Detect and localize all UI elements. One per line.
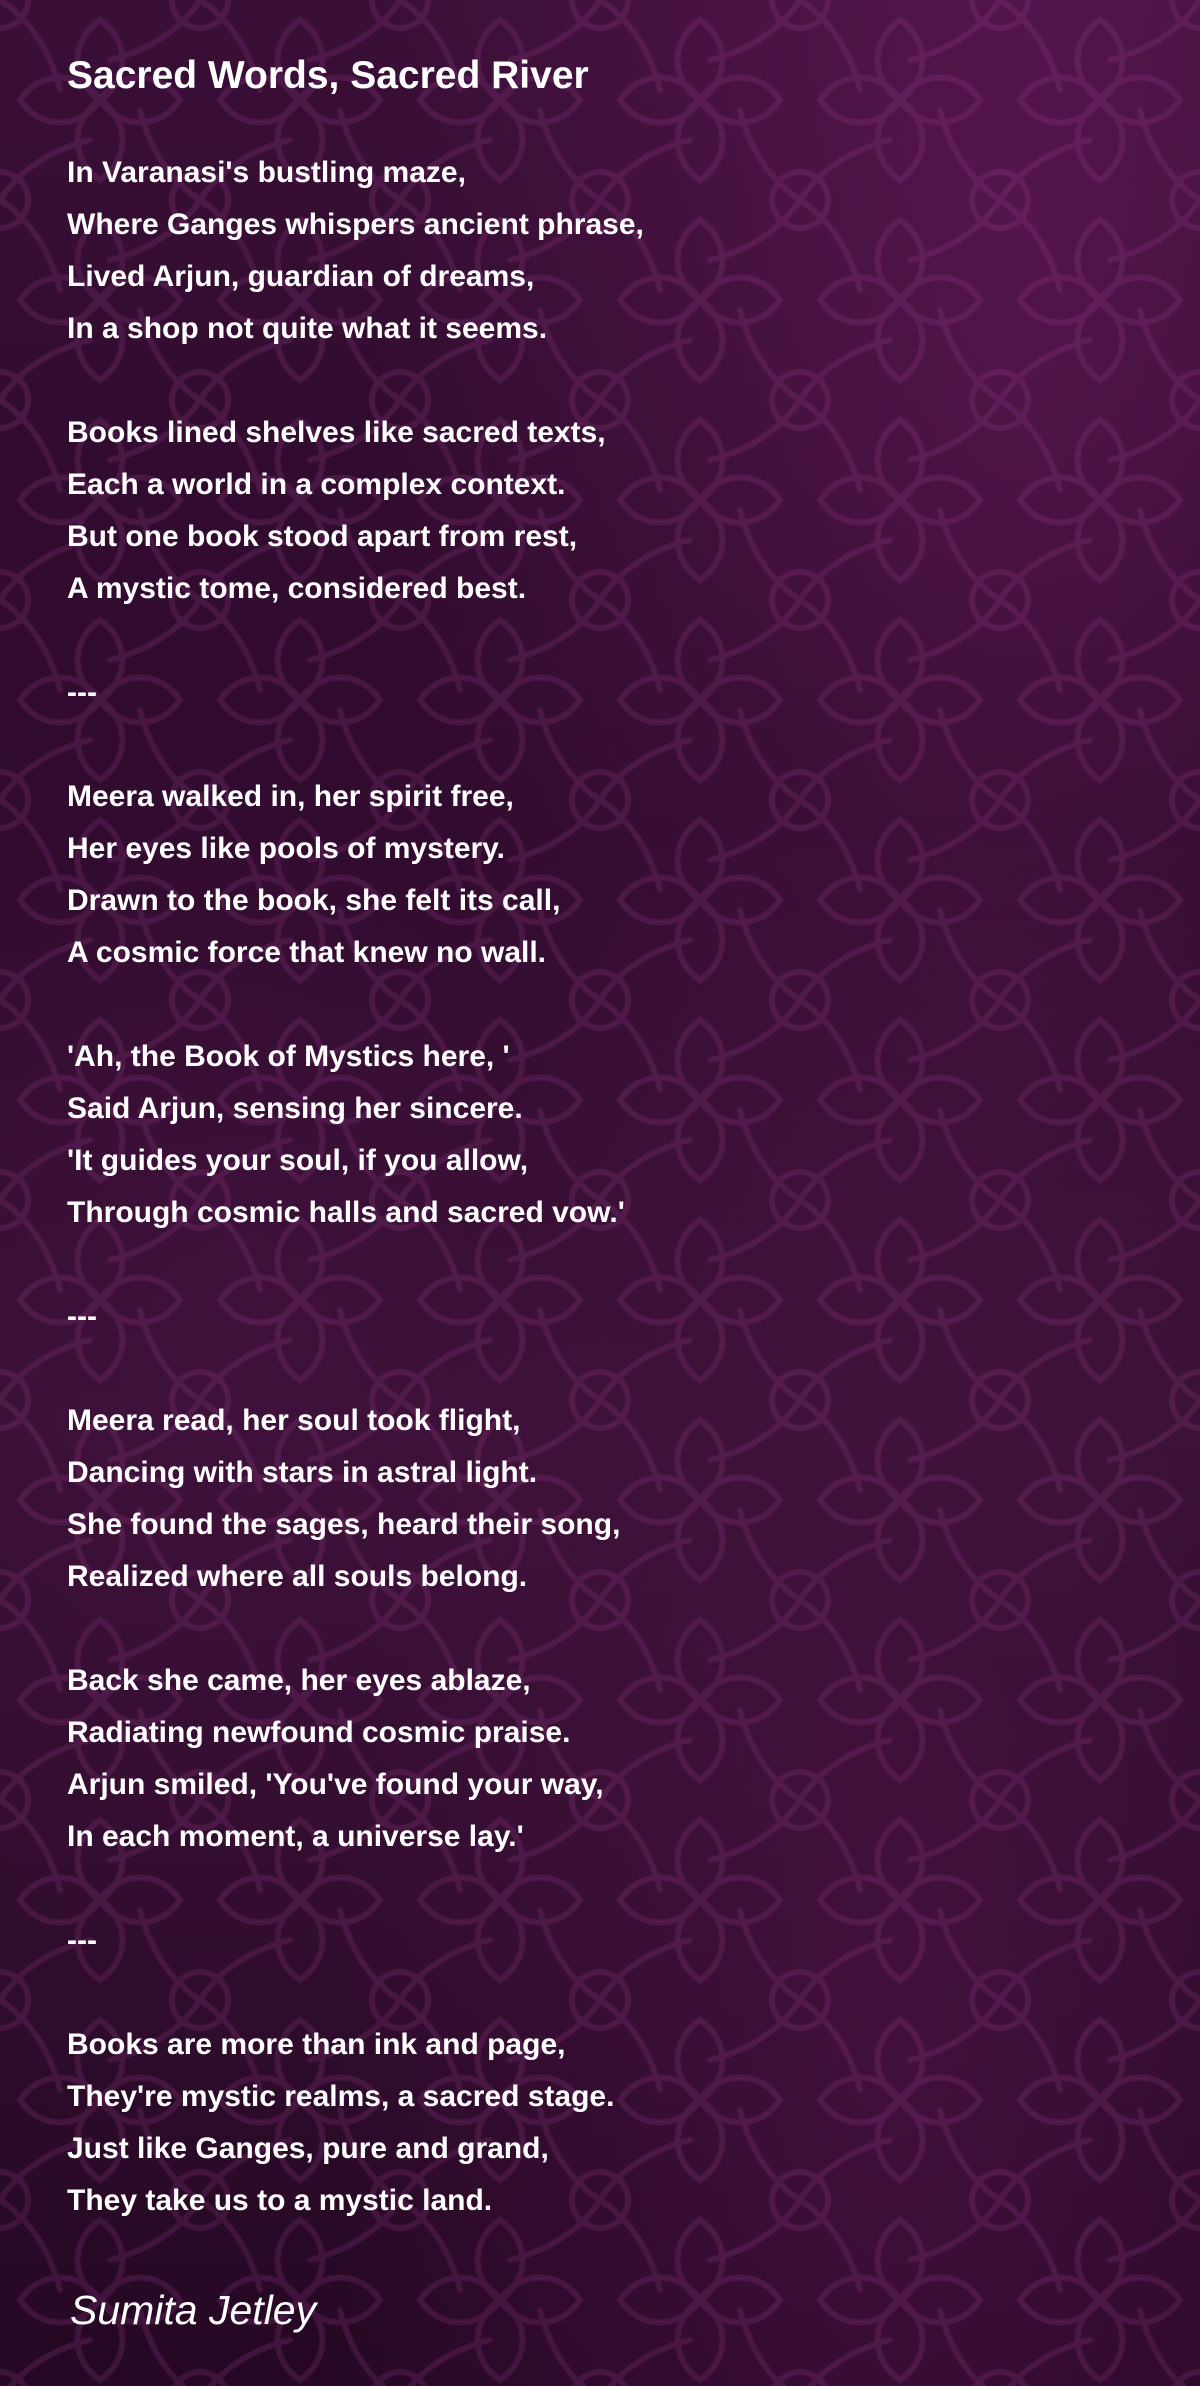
poem-body: [67, 147, 644, 2227]
poem-line: In a shop not quite what it seems.: [67, 312, 548, 345]
poem-line: In each moment, a universe lay.': [67, 1820, 524, 1853]
poem-line: Her eyes like pools of mystery.: [67, 832, 505, 865]
poem-line: She found the sages, heard their song,: [67, 1508, 621, 1541]
poem-line: They take us to a mystic land.: [67, 2184, 493, 2217]
stanza-break: [67, 1967, 644, 2019]
stanza-break: [67, 355, 644, 407]
poem-line: Just like Ganges, pure and grand,: [67, 2132, 549, 2165]
poem-line: Dancing with stars in astral light.: [67, 1456, 538, 1489]
stanza-break: [67, 1603, 644, 1655]
poem-line: Each a world in a complex context.: [67, 468, 566, 501]
stanza-break: [67, 719, 644, 771]
section-divider: ---: [67, 1300, 97, 1333]
poem-line: Said Arjun, sensing her sincere.: [67, 1092, 523, 1125]
poem-line: 'Ah, the Book of Mystics here, ': [67, 1040, 510, 1073]
stanza-break: [67, 615, 644, 667]
poem-line: Through cosmic halls and sacred vow.': [67, 1196, 625, 1229]
poem-line: Books are more than ink and page,: [67, 2028, 566, 2061]
stanza-break: [67, 1863, 644, 1915]
stanza-break: [67, 1343, 644, 1395]
poem-line: A mystic tome, considered best.: [67, 572, 527, 605]
stanza-break: [67, 979, 644, 1031]
poem-line: They're mystic realms, a sacred stage.: [67, 2080, 615, 2113]
poem-line: Books lined shelves like sacred texts,: [67, 416, 606, 449]
stanza-break: [67, 1239, 644, 1291]
poem-line: Where Ganges whispers ancient phrase,: [67, 208, 644, 241]
poem-line: But one book stood apart from rest,: [67, 520, 578, 553]
section-divider: ---: [67, 676, 97, 709]
poem-line: Meera read, her soul took flight,: [67, 1404, 521, 1437]
poem-line: Meera walked in, her spirit free,: [67, 780, 514, 813]
poem-line: Radiating newfound cosmic praise.: [67, 1716, 571, 1749]
poem-line: Realized where all souls belong.: [67, 1560, 528, 1593]
poem-line: Back she came, her eyes ablaze,: [67, 1664, 531, 1697]
poem-line: Arjun smiled, 'You've found your way,: [67, 1768, 604, 1801]
poem-line: 'It guides your soul, if you allow,: [67, 1144, 529, 1177]
section-divider: ---: [67, 1924, 97, 1957]
poem-author: Sumita Jetley: [70, 2287, 317, 2333]
poem-title: Sacred Words, Sacred River: [67, 54, 589, 97]
poem-line: Drawn to the book, she felt its call,: [67, 884, 561, 917]
poem-line: A cosmic force that knew no wall.: [67, 936, 547, 969]
poem-line: In Varanasi's bustling maze,: [67, 156, 466, 189]
poem-line: Lived Arjun, guardian of dreams,: [67, 260, 535, 293]
